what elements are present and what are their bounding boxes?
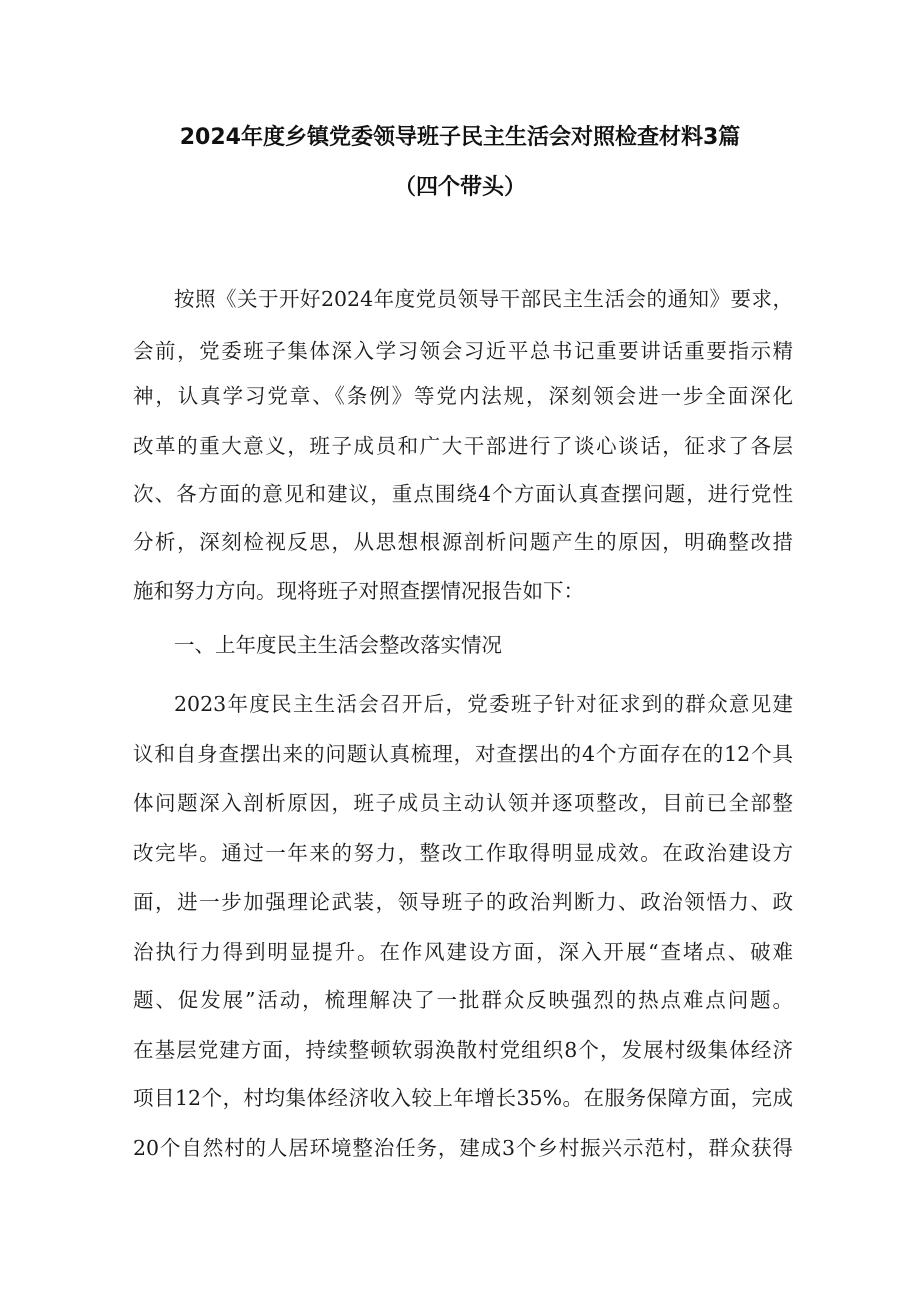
document-title: 2024年度乡镇党委领导班子民主生活会对照检查材料3篇 [179, 125, 741, 150]
paragraph1-line: 改革的重大意义，班子成员和广大干部进行了谈心谈话，征求了各层 [133, 434, 793, 458]
paragraph2-line: 题、促发展”活动，梳理解决了一批群众反映强烈的热点难点问题。 [133, 988, 793, 1012]
paragraph2-line: 治执行力得到明显提升。在作风建设方面，深入开展“查堵点、破难 [133, 940, 793, 964]
paragraph2-line: 面，进一步加强理论武装，领导班子的政治判断力、政治领悟力、政 [133, 890, 793, 914]
paragraph1-line: 分析，深刻检视反思，从思想根源剖析问题产生的原因，明确整改措 [133, 530, 793, 554]
paragraph1-line: 施和努力方向。现将班子对照查摆情况报告如下： [133, 579, 584, 603]
paragraph2-line: 2023年度民主生活会召开后，党委班子针对征求到的群众意见建 [174, 692, 793, 716]
paragraph2-line: 在基层党建方面，持续整顿软弱涣散村党组织8个，发展村级集体经济 [133, 1038, 793, 1062]
paragraph1-line: 次、各方面的意见和建议，重点围绕4个方面认真查摆问题，进行党性 [133, 482, 793, 506]
paragraph2-line: 改完毕。通过一年来的努力，整改工作取得明显成效。在政治建设方 [133, 841, 793, 865]
paragraph2-line: 体问题深入剖析原因，班子成员主动认领并逐项整改，目前已全部整 [133, 791, 793, 815]
document-subtitle: （四个带头） [393, 175, 526, 200]
paragraph2-line: 议和自身查摆出来的问题认真梳理，对查摆出的4个方面存在的12个具 [133, 742, 793, 766]
paragraph1-line: 按照《关于开好2024年度党员领导干部民主生活会的通知》要求， [174, 287, 793, 311]
paragraph2-line: 项目12个，村均集体经济收入较上年增长35%。在服务保障方面，完成 [133, 1086, 793, 1110]
paragraph1-line: 神，认真学习党章、《条例》等党内法规，深刻领会进一步全面深化 [133, 384, 793, 408]
paragraph1-line: 会前，党委班子集体深入学习领会习近平总书记重要讲话重要指示精 [133, 339, 793, 363]
paragraph2-line: 20个自然村的人居环境整治任务，建成3个乡村振兴示范村，群众获得 [133, 1136, 793, 1160]
section-heading: 一、上年度民主生活会整改落实情况 [174, 633, 502, 657]
